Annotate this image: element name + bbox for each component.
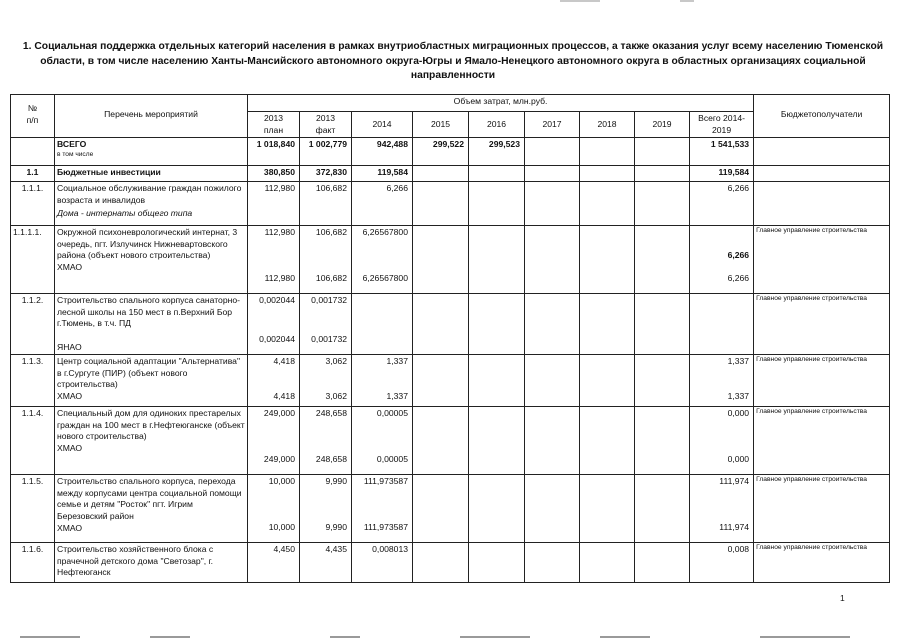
spacer: [302, 239, 347, 273]
spacer: [250, 239, 295, 273]
table-header-row: [11, 95, 890, 112]
value-top: 249,000: [263, 408, 295, 419]
value-top: 6,26567800: [362, 227, 408, 238]
value-bottom: 248,658: [315, 453, 347, 464]
value-cell: [635, 138, 690, 166]
table-row: [11, 475, 890, 543]
spacer: [354, 488, 408, 522]
value-top: 10,000: [268, 476, 295, 487]
value-cell: 119,584: [690, 166, 754, 182]
row-label-text: Строительство спального корпуса санаторно-лесной школы на 150 мест в п.Верхний Бор г.Тюмень, в т.ч. ПД: [57, 295, 240, 329]
value-cell: [300, 226, 352, 294]
value-cell: 106,682: [300, 182, 352, 226]
value-cell: 6,266: [690, 182, 754, 226]
value-cell: [690, 355, 754, 407]
row-num: 1.1.6.: [11, 543, 55, 583]
value-cell: [525, 355, 580, 407]
table-row: [11, 294, 890, 355]
total-sub-label: в том числе: [57, 150, 94, 158]
header-year: 2017: [525, 112, 580, 138]
value-cell: [580, 475, 635, 543]
value-cell: 1 541,533: [690, 138, 754, 166]
value-cell: [248, 475, 300, 543]
spacer: [692, 488, 749, 522]
spacer: [354, 420, 408, 454]
value-cell: [580, 355, 635, 407]
row-label: Строительство хозяйственного блока с прачечной детского дома "Светозар", г. Нефтеюганск: [55, 543, 248, 583]
value-cell: [300, 355, 352, 407]
value-cell: 942,488: [352, 138, 413, 166]
value-cell: [413, 543, 469, 583]
value-cell: [635, 226, 690, 294]
value-top: 111,974: [719, 476, 750, 487]
value-top: 0,002044: [259, 295, 295, 306]
value-bottom: 1,337: [386, 390, 408, 401]
header-year: 2019: [635, 112, 690, 138]
value-cell: [525, 182, 580, 226]
value-top: 0,00005: [376, 408, 408, 419]
value-cell: [635, 182, 690, 226]
value-cell: [525, 543, 580, 583]
header-year: 2015: [413, 112, 469, 138]
row-num: 1.1.2.: [11, 294, 55, 355]
value-cell: [413, 166, 469, 182]
value-bottom: 249,000: [263, 453, 295, 464]
spacer: [250, 420, 295, 454]
value-cell: 4,450: [248, 543, 300, 583]
header-year: Всего 2014- 2019: [690, 112, 754, 138]
value-cell: 299,523: [469, 138, 525, 166]
value-cell: [413, 182, 469, 226]
value-cell: [248, 226, 300, 294]
row-region: ХМАО: [57, 442, 83, 453]
value-cell: [469, 355, 525, 407]
spacer: [250, 307, 295, 334]
row-num: 1.1.5.: [11, 475, 55, 543]
scan-edge-top: [0, 0, 905, 4]
value-cell: [525, 407, 580, 475]
value-cell: [580, 166, 635, 182]
table-row: [11, 226, 890, 294]
header-volume: Объем затрат, млн.руб.: [248, 95, 754, 112]
row-num: 1.1: [11, 166, 55, 182]
row-num: [11, 138, 55, 166]
value-bottom: 0,000: [727, 453, 750, 464]
value-top: 111,973587: [363, 476, 408, 487]
value-cell: [413, 407, 469, 475]
value-bottom: 6,266: [727, 273, 750, 284]
value-cell: [635, 475, 690, 543]
table-row-total: [11, 138, 890, 166]
value-cell: [580, 226, 635, 294]
value-cell: [352, 475, 413, 543]
table-row: [11, 182, 890, 226]
value-top: 9,990: [325, 476, 347, 487]
value-cell: [690, 226, 754, 294]
value-cell: [469, 543, 525, 583]
row-num: 1.1.1.1.: [11, 226, 55, 294]
value-cell: 119,584: [352, 166, 413, 182]
value-cell: [635, 407, 690, 475]
value-cell: [580, 138, 635, 166]
value-cell: [580, 182, 635, 226]
value-cell: [413, 226, 469, 294]
value-bottom: 6,26567800: [362, 272, 408, 283]
value-bottom: 0,00005: [376, 453, 408, 464]
spacer: [302, 488, 347, 522]
value-cell: 6,266: [352, 182, 413, 226]
value-cell: [469, 182, 525, 226]
row-label: [55, 355, 248, 407]
value-cell: 0,008: [690, 543, 754, 583]
value-bottom: 0,001732: [311, 333, 347, 344]
spacer: [692, 420, 749, 454]
value-cell: [248, 355, 300, 407]
table-row: [11, 166, 890, 182]
header-year: 2016: [469, 112, 525, 138]
value-cell: 0,008013: [352, 543, 413, 583]
value-top: 1,337: [386, 356, 408, 367]
spacer: [302, 420, 347, 454]
value-cell: [580, 294, 635, 355]
value-bottom: 112,980: [264, 272, 295, 283]
row-sub-label: Дома - интернаты общего типа: [57, 208, 193, 219]
row-label: [55, 226, 248, 294]
header-activities: Перечень мероприятий: [55, 95, 248, 138]
value-cell: [635, 294, 690, 355]
recipient-cell: [754, 182, 890, 226]
value-cell: [580, 543, 635, 583]
row-num: 1.1.3.: [11, 355, 55, 407]
value-cell: [525, 138, 580, 166]
recipient-cell: Главное управление строительства: [754, 407, 890, 475]
value-cell: [352, 407, 413, 475]
document-title: 1. Социальная поддержка отдельных категорий населения в рамках внутриобластных миграционных процессов, а также оказания услуг всему населению Тюменской области, в том числе населению Ханты-Мансийского автономного округа-Югры и Ямало-Ненецкого автономного округа в областных организациях социальной направленности: [22, 41, 884, 81]
row-label: [55, 294, 248, 355]
row-label-text: Специальный дом для одиноких престарелых граждан на 100 мест в г.Нефтеюганске (объект нового строительства): [57, 408, 245, 442]
recipient-cell: Главное управление строительства: [754, 294, 890, 355]
value-cell: [635, 166, 690, 182]
total-label: ВСЕГО: [57, 139, 87, 150]
value-cell: 1 018,840: [248, 138, 300, 166]
value-cell: [352, 294, 413, 355]
value-cell: 4,435: [300, 543, 352, 583]
value-cell: [635, 355, 690, 407]
value-cell: [300, 475, 352, 543]
recipient-cell: [754, 138, 890, 166]
value-cell: 372,830: [300, 166, 352, 182]
table-row: [11, 543, 890, 583]
value-cell: [469, 294, 525, 355]
value-cell: [525, 226, 580, 294]
value-cell: [635, 543, 690, 583]
value-cell: [469, 475, 525, 543]
value-cell: 299,522: [413, 138, 469, 166]
value-bottom: 4,418: [273, 390, 295, 401]
header-num: № п/п: [11, 95, 55, 138]
recipient-cell: Главное управление строительства: [754, 543, 890, 583]
value-cell: 380,850: [248, 166, 300, 182]
table-row: [11, 407, 890, 475]
value-top: 106,682: [315, 227, 347, 238]
value-top: 0,000: [727, 408, 750, 419]
row-region: ХМАО: [57, 522, 83, 533]
row-label: [55, 138, 248, 166]
value-cell: [248, 407, 300, 475]
value-top: 1,337: [727, 356, 750, 367]
row-label-text: Социальное обслуживание граждан пожилого возраста и инвалидов: [57, 183, 242, 205]
value-cell: [690, 294, 754, 355]
value-cell: 1 002,779: [300, 138, 352, 166]
value-cell: [248, 294, 300, 355]
value-top: 4,418: [273, 356, 295, 367]
value-cell: [469, 166, 525, 182]
value-top: 3,062: [325, 356, 347, 367]
recipient-cell: [754, 166, 890, 182]
spacer: [250, 488, 295, 522]
row-label: Бюджетные инвестиции: [55, 166, 248, 182]
row-region: ХМАО: [57, 261, 83, 272]
value-top: 112,980: [264, 227, 295, 238]
row-label-text: Строительство спального корпуса, перехода между корпусами центра социальной помощи семье и детям "Росток" пгт. Игрим Березовский район: [57, 476, 242, 521]
row-label-text: Центр социальной адаптации "Альтернатива" в г.Сургуте (ПИР) (объект нового строительства): [57, 356, 240, 390]
recipient-cell: Главное управление строительства: [754, 355, 890, 407]
spacer: [692, 262, 749, 274]
spacer: [354, 368, 408, 391]
row-label: [55, 475, 248, 543]
scan-edge-bottom: [0, 634, 905, 640]
row-num: 1.1.4.: [11, 407, 55, 475]
value-cell: [525, 166, 580, 182]
table-row: [11, 355, 890, 407]
value-cell: 112,980: [248, 182, 300, 226]
value-bottom: 3,062: [325, 390, 347, 401]
row-region: ХМАО: [57, 390, 83, 401]
row-label-text: Окружной психоневрологический интернат, 3 очередь, пгт. Излучинск Нижневартовского района (объект нового строительства): [57, 227, 238, 261]
value-cell: [300, 407, 352, 475]
value-top: 6,266: [727, 250, 750, 261]
value-cell: [469, 226, 525, 294]
value-cell: [469, 407, 525, 475]
value-cell: [413, 294, 469, 355]
header-year: 2014: [352, 112, 413, 138]
spacer: [57, 330, 245, 342]
value-bottom: 106,682: [315, 272, 347, 283]
value-bottom: 10,000: [268, 521, 295, 532]
value-cell: [580, 407, 635, 475]
header-year: 2013 факт: [300, 112, 352, 138]
value-bottom: 9,990: [325, 521, 347, 532]
value-cell: [300, 294, 352, 355]
value-cell: [690, 407, 754, 475]
value-bottom: 1,337: [727, 390, 750, 401]
value-cell: [352, 355, 413, 407]
spacer: [302, 368, 347, 391]
value-bottom: 111,973587: [363, 521, 408, 532]
spacer: [250, 368, 295, 391]
row-num: 1.1.1.: [11, 182, 55, 226]
row-region: ЯНАО: [57, 341, 82, 352]
row-label: [55, 407, 248, 475]
header-year: 2013 план: [248, 112, 300, 138]
page-number: 1: [840, 593, 845, 603]
value-cell: [352, 226, 413, 294]
expenditure-table: [10, 94, 890, 583]
value-cell: [525, 475, 580, 543]
recipient-cell: Главное управление строительства: [754, 226, 890, 294]
spacer: [692, 368, 749, 391]
value-cell: [525, 294, 580, 355]
value-bottom: 0,002044: [259, 333, 295, 344]
header-year: 2018: [580, 112, 635, 138]
value-cell: [413, 355, 469, 407]
value-cell: [413, 475, 469, 543]
spacer: [692, 227, 749, 250]
value-top: 248,658: [315, 408, 347, 419]
value-cell: [690, 475, 754, 543]
value-bottom: 111,974: [719, 521, 750, 532]
recipient-cell: Главное управление строительства: [754, 475, 890, 543]
spacer: [354, 239, 408, 273]
value-top: 0,001732: [311, 295, 347, 306]
header-recipients: Бюджетополучатели: [754, 95, 890, 138]
spacer: [302, 307, 347, 334]
row-label: [55, 182, 248, 226]
